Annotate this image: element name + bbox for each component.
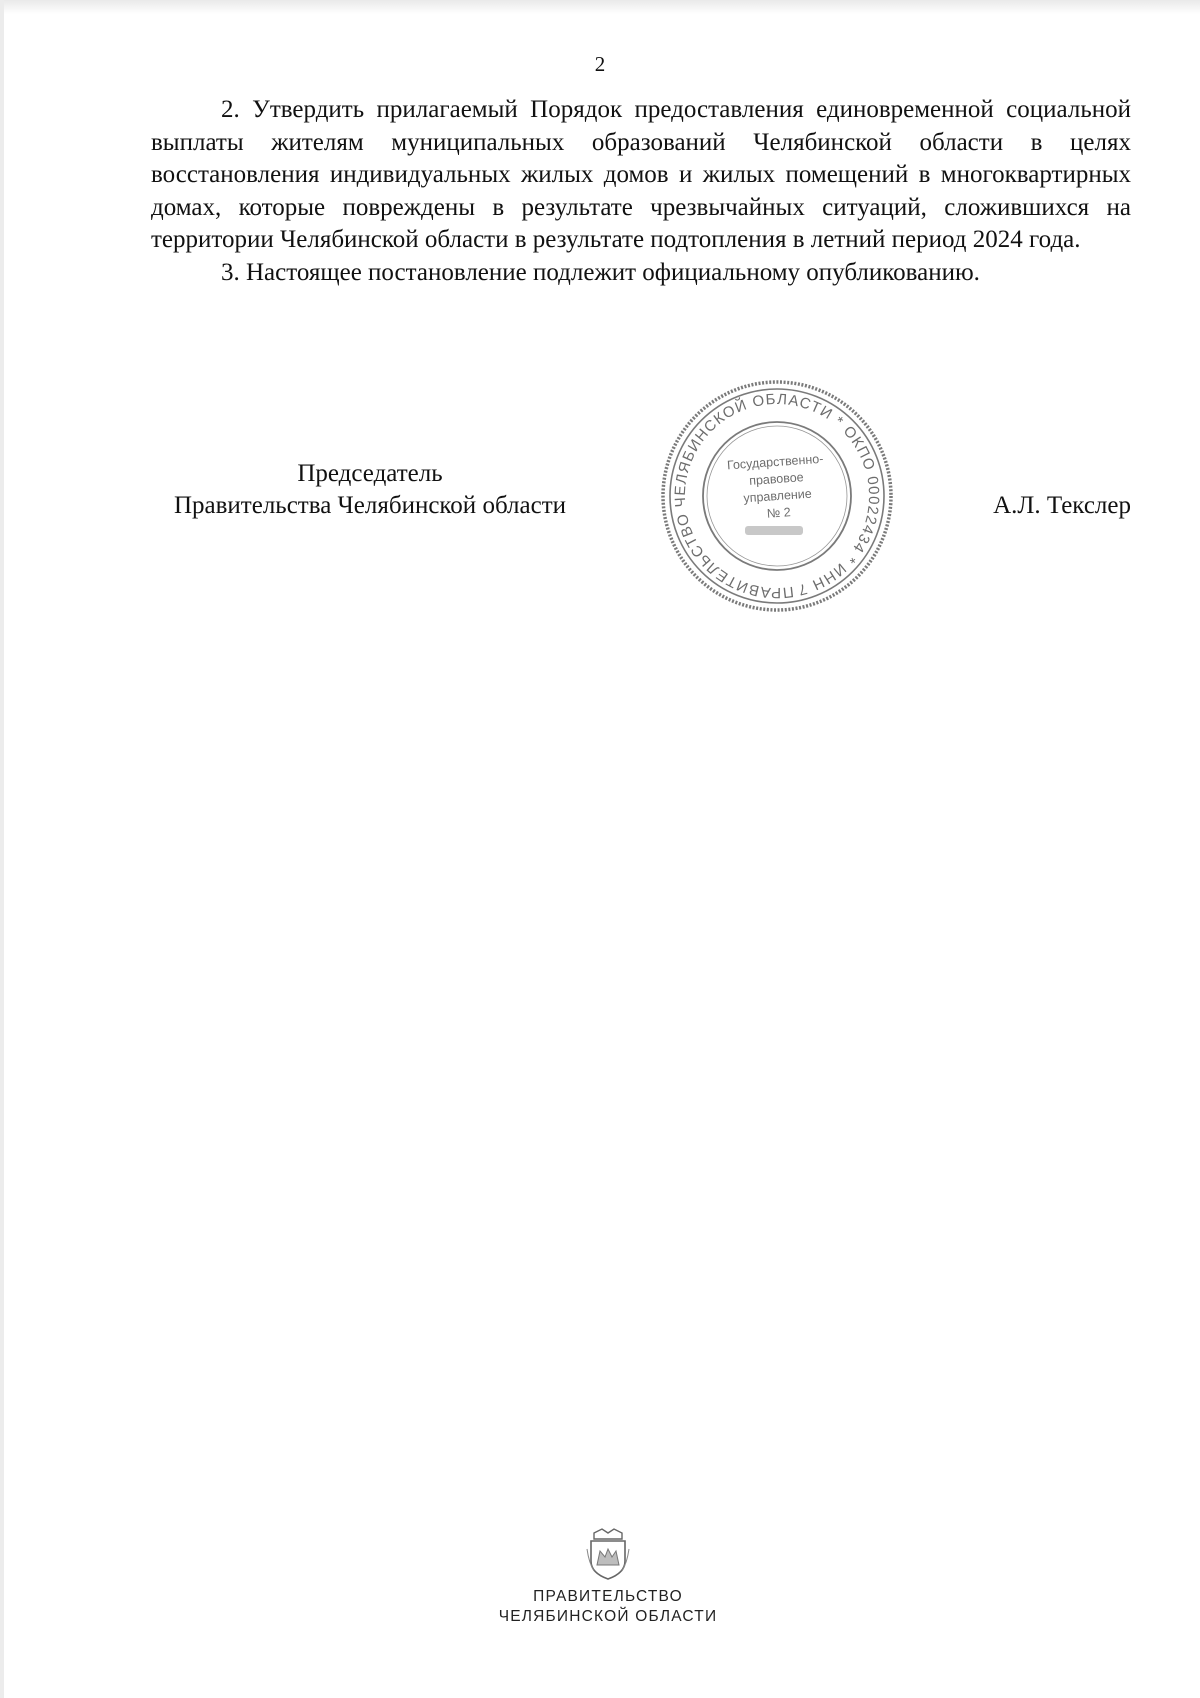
official-seal xyxy=(657,376,897,616)
issuing-organization xyxy=(0,1587,1200,1627)
seal-center-line2: правовое xyxy=(748,470,805,488)
scan-top-edge xyxy=(0,0,1200,14)
seal-outer-text: ПРАВИТЕЛЬСТВО ЧЕЛЯБИНСКОЙ ОБЛАСТИ * ОКПО 00022434 * ИНН 7453042717 xyxy=(671,390,883,602)
signatory-name: А.Л. Текслер xyxy=(993,492,1131,519)
seal-center-line4: № 2 xyxy=(766,505,792,521)
scan-left-edge xyxy=(0,0,4,1698)
seal-center-line3: управление xyxy=(742,486,813,506)
signatory-position-line1: Председатель xyxy=(297,460,443,487)
issuing-organization-line2: ЧЕЛЯБИНСКОЙ ОБЛАСТИ xyxy=(498,1608,718,1625)
issuing-organization-line1: ПРАВИТЕЛЬСТВО xyxy=(533,1588,683,1605)
signatory-position-line2: Правительства Челябинской области xyxy=(173,492,567,519)
paragraph-approve-procedure: 2. Утвердить прилагаемый Порядок предоставления единовременной социальной выплаты жителям муниципальных образований Челябинской области в целях восстановления индивидуальных жилых домов и жилых помещений в многоквартирных домах, которые повреждены в результате чрезвычайных ситуаций, сложившихся на территории Челябинской области в результате подтопления в летний период 2024 года. xyxy=(151,96,1131,253)
coat-of-arms-icon xyxy=(586,1527,630,1581)
seal-center-line1: Государственно- xyxy=(726,451,824,473)
paragraph-publication: 3. Настоящее постановление подлежит официальному опубликованию. xyxy=(221,258,980,286)
signatory-position xyxy=(110,458,630,522)
document-body xyxy=(151,94,1131,289)
page-number: 2 xyxy=(594,52,606,76)
